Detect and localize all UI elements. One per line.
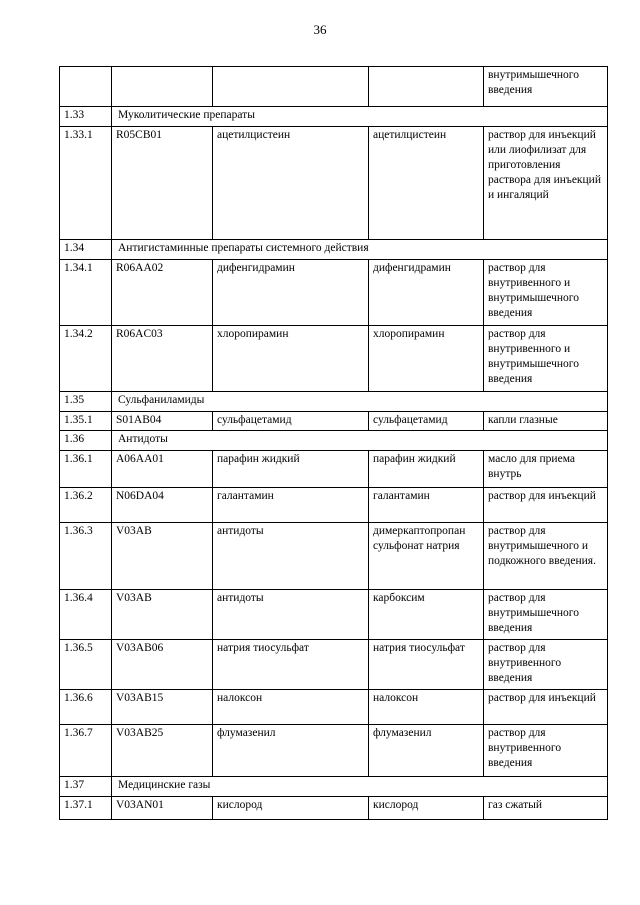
section-title: Муколитические препараты: [112, 107, 608, 127]
page-number: 36: [313, 22, 327, 37]
drug-group-cell: кислород: [213, 797, 369, 820]
dosage-form-cell: раствор для инъекций или лиофилизат для приготовления раствора для инъекций и ингаляций: [484, 127, 608, 240]
table-body: [60, 67, 608, 820]
table-row: [60, 590, 608, 640]
atc-code-cell: [112, 67, 213, 107]
atc-code-cell: V03AB15: [112, 690, 213, 725]
drug-group-cell: ацетилцистеин: [213, 127, 369, 240]
drug-group-cell: флумазенил: [213, 725, 369, 777]
section-number: 1.34: [60, 240, 112, 260]
drug-group-cell: [213, 67, 369, 107]
table-row: [60, 67, 608, 107]
atc-code-cell: R06AC03: [112, 326, 213, 392]
item-number-cell: 1.35.1: [60, 412, 112, 431]
item-number-cell: 1.33.1: [60, 127, 112, 240]
dosage-form-cell: раствор для инъекций: [484, 488, 608, 523]
inn-cell: парафин жидкий: [369, 451, 484, 488]
table-row: [60, 690, 608, 725]
atc-code-cell: A06AA01: [112, 451, 213, 488]
section-title: Медицинские газы: [112, 777, 608, 797]
table-row: [60, 797, 608, 820]
section-title: Антидоты: [112, 431, 608, 451]
section-title: Сульфаниламиды: [112, 392, 608, 412]
drug-list-table: [59, 66, 608, 820]
item-number-cell: 1.34.1: [60, 260, 112, 326]
dosage-form-cell: масло для приема внутрь: [484, 451, 608, 488]
table-row: [60, 260, 608, 326]
section-row: [60, 392, 608, 412]
inn-cell: димеркаптопропан сульфонат натрия: [369, 523, 484, 590]
item-number-cell: 1.37.1: [60, 797, 112, 820]
dosage-form-cell: газ сжатый: [484, 797, 608, 820]
drug-group-cell: налоксон: [213, 690, 369, 725]
atc-code-cell: V03AN01: [112, 797, 213, 820]
item-number-cell: 1.36.3: [60, 523, 112, 590]
drug-group-cell: сульфацетамид: [213, 412, 369, 431]
atc-code-cell: V03AB25: [112, 725, 213, 777]
table-row: [60, 523, 608, 590]
drug-group-cell: антидоты: [213, 590, 369, 640]
item-number-cell: 1.36.7: [60, 725, 112, 777]
dosage-form-cell: раствор для внутривенного и внутримышечного введения: [484, 260, 608, 326]
inn-cell: карбоксим: [369, 590, 484, 640]
section-row: [60, 777, 608, 797]
dosage-form-cell: раствор для внутривенного введения: [484, 640, 608, 690]
section-number: 1.36: [60, 431, 112, 451]
drug-group-cell: натрия тиосульфат: [213, 640, 369, 690]
dosage-form-cell: раствор для внутримышечного введения: [484, 590, 608, 640]
table-row: [60, 412, 608, 431]
table-row: [60, 488, 608, 523]
dosage-form-cell: раствор для инъекций: [484, 690, 608, 725]
atc-code-cell: V03AB06: [112, 640, 213, 690]
item-number-cell: 1.34.2: [60, 326, 112, 392]
table-row: [60, 640, 608, 690]
section-row: [60, 240, 608, 260]
dosage-form-cell: раствор для внутривенного введения: [484, 725, 608, 777]
inn-cell: хлоропирамин: [369, 326, 484, 392]
drug-group-cell: хлоропирамин: [213, 326, 369, 392]
dosage-form-cell: раствор для внутривенного и внутримышечного введения: [484, 326, 608, 392]
section-title: Антигистаминные препараты системного действия: [112, 240, 608, 260]
table-row: [60, 451, 608, 488]
drug-group-cell: парафин жидкий: [213, 451, 369, 488]
inn-cell: галантамин: [369, 488, 484, 523]
section-row: [60, 431, 608, 451]
dosage-form-cell: внутримышечного введения: [484, 67, 608, 107]
table-row: [60, 127, 608, 240]
item-number-cell: 1.36.4: [60, 590, 112, 640]
section-number: 1.33: [60, 107, 112, 127]
drug-group-cell: галантамин: [213, 488, 369, 523]
item-number-cell: 1.36.5: [60, 640, 112, 690]
atc-code-cell: V03AB: [112, 590, 213, 640]
item-number-cell: 1.36.6: [60, 690, 112, 725]
inn-cell: кислород: [369, 797, 484, 820]
atc-code-cell: S01AB04: [112, 412, 213, 431]
inn-cell: натрия тиосульфат: [369, 640, 484, 690]
item-number-cell: 1.36.1: [60, 451, 112, 488]
section-row: [60, 107, 608, 127]
item-number-cell: [60, 67, 112, 107]
section-number: 1.35: [60, 392, 112, 412]
inn-cell: сульфацетамид: [369, 412, 484, 431]
inn-cell: дифенгидрамин: [369, 260, 484, 326]
table-row: [60, 326, 608, 392]
inn-cell: [369, 67, 484, 107]
section-number: 1.37: [60, 777, 112, 797]
atc-code-cell: V03AB: [112, 523, 213, 590]
dosage-form-cell: капли глазные: [484, 412, 608, 431]
dosage-form-cell: раствор для внутримышечного и подкожного введения.: [484, 523, 608, 590]
atc-code-cell: R05CB01: [112, 127, 213, 240]
atc-code-cell: R06AA02: [112, 260, 213, 326]
drug-group-cell: антидоты: [213, 523, 369, 590]
drug-group-cell: дифенгидрамин: [213, 260, 369, 326]
item-number-cell: 1.36.2: [60, 488, 112, 523]
inn-cell: ацетилцистеин: [369, 127, 484, 240]
table-row: [60, 725, 608, 777]
inn-cell: флумазенил: [369, 725, 484, 777]
atc-code-cell: N06DA04: [112, 488, 213, 523]
inn-cell: налоксон: [369, 690, 484, 725]
